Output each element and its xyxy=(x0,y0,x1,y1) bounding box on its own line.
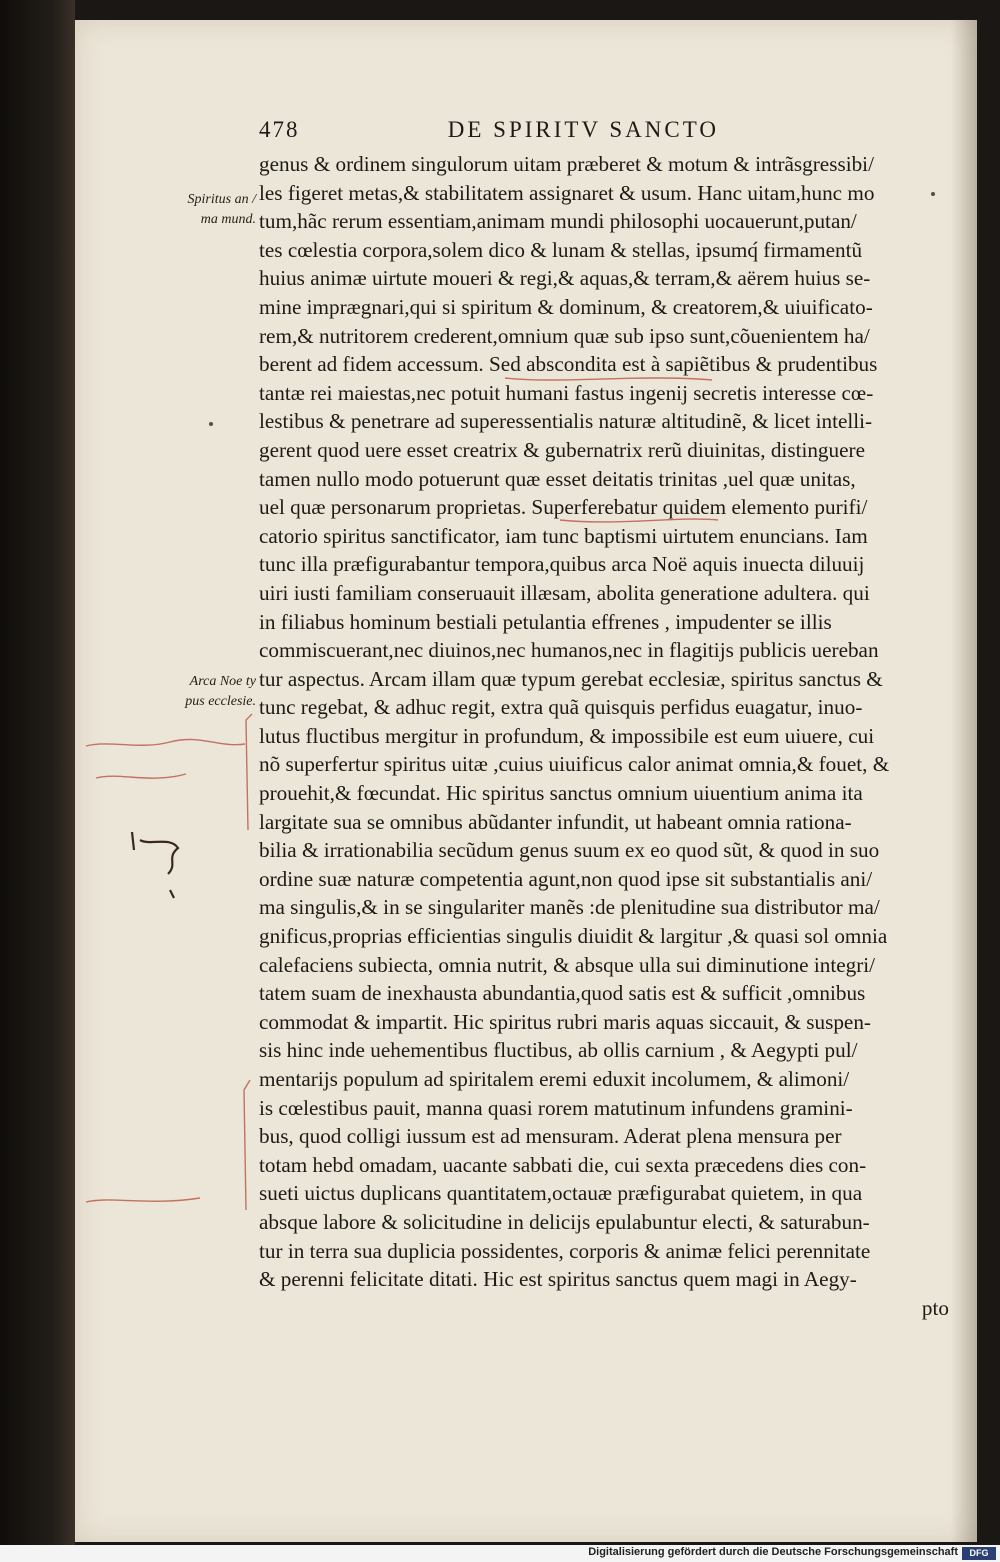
marginal-note-line: Arca Noe ty xyxy=(189,674,256,689)
text-line: tunc regebat, & adhuc regit, extra quã quisquis perfidus euagatur, inuo- xyxy=(259,695,863,720)
text-line: gerent quod uere esset creatrix & gubernatrix rerũ diuinitas, distinguere xyxy=(259,437,865,462)
marginal-note xyxy=(160,190,256,230)
text-line: is cœlestibus pauit, manna quasi rorem matutinum infundens gramini- xyxy=(259,1095,853,1120)
footer-bar xyxy=(0,1545,1000,1562)
marginal-note-line: ma mund. xyxy=(200,212,256,227)
text-line: catorio spiritus sanctificator, iam tunc baptismi uirtutem enuncians. Iam xyxy=(259,523,868,548)
text-line: huius animæ uirtute moueri & regi,& aquas,& terram,& aërem huius se- xyxy=(259,266,871,291)
text-line: calefaciens subiecta, omnia nutrit, & absque ulla sui diminutione integri/ xyxy=(259,952,876,977)
running-head xyxy=(259,117,719,151)
text-line: rem,& nutritorem crederent,omnium quæ sub ipso sunt,cõuenientem ha/ xyxy=(259,323,870,348)
text-line: totam hebd omadam, uacante sabbati die, cui sexta præcedens dies con- xyxy=(259,1152,867,1177)
text-line: les figeret metas,& stabilitatem assignaret & usum. Hanc uitam,hunc mo xyxy=(259,180,875,205)
text-line: ordine suæ naturæ competentia agunt,non quod ipse sit substantialis ani/ xyxy=(259,866,873,891)
text-line: & perenni felicitate ditati. Hic est spiritus sanctus quem magi in Aegy- xyxy=(259,1267,857,1292)
text-line: tum,hãc rerum essentiam,animam mundi philosophi uocauerunt,putan/ xyxy=(259,209,857,234)
dfg-logo: DFG xyxy=(962,1547,996,1560)
text-line: largitate sua se omnibus abũdanter infundit, ut habeant omnia rationa- xyxy=(259,809,852,834)
text-line: lutus fluctibus mergitur in profundum, & impossibile est eum uiuere, cui xyxy=(259,723,875,748)
marginal-note xyxy=(160,672,256,712)
text-line: tes cœlestia corpora,solem dico & lunam & stellas, ipsumq́ firmamentũ xyxy=(259,237,863,262)
text-line: berent ad fidem accessum. Sed abscondita est à sapiẽtibus & prudentibus xyxy=(259,352,878,377)
text-line: tur in terra sua duplicia possidentes, corporis & animæ felici perennitate xyxy=(259,1238,871,1263)
footer-credit: Digitalisierung gefördert durch die Deutsche Forschungsgemeinschaft xyxy=(588,1546,958,1558)
text-line: bilia & irrationabilia secũdum genus suum ex eo quod sũt, & quod in suo xyxy=(259,838,880,863)
text-line: commodat & impartit. Hic spiritus rubri maris aquas siccauit, & suspen- xyxy=(259,1009,871,1034)
text-line: bus, quod colligi iussum est ad mensuram. Aderat plena mensura per xyxy=(259,1124,842,1149)
marginal-note-line: pus ecclesie. xyxy=(185,694,256,709)
text-line: uel quæ personarum proprietas. Superferebatur quidem elemento purifi/ xyxy=(259,495,868,520)
text-line: absque labore & solicitudine in delicijs epulabuntur electi, & saturabun- xyxy=(259,1209,870,1234)
text-line: in filiabus hominum bestiali petulantia effrenes , impudenter se illis xyxy=(259,609,832,634)
book-edge xyxy=(0,0,75,1545)
text-line: lestibus & penetrare ad superessentialis naturæ altitudinẽ, & licet intelli- xyxy=(259,409,873,434)
text-line: tunc illa præfigurabantur tempora,quibus arca Noë aquis inuecta diluuij xyxy=(259,552,865,577)
folio-number: 478 xyxy=(259,117,300,142)
text-line: tur aspectus. Arcam illam quæ typum gerebat ecclesiæ, spiritus sanctus & xyxy=(259,666,883,691)
page-gutter-shadow xyxy=(951,20,977,1542)
running-head-title: DE SPIRITV SANCTO xyxy=(447,117,719,142)
text-line: genus & ordinem singulorum uitam præberet & motum & intrãsgressibi/ xyxy=(259,152,874,176)
text-line: tatem suam de inexhausta abundantia,quod satis est & sufficit ,omnibus xyxy=(259,981,866,1006)
text-line: uiri iusti familiam conseruauit illæsam, abolita generatione adultera. qui xyxy=(259,580,870,605)
catchword: pto xyxy=(921,1295,949,1320)
text-line: gnificus,proprias efficientias singulis diuidit & largitur ,& quasi sol omnia xyxy=(259,924,888,949)
body-text xyxy=(259,150,949,1322)
text-line: prouehit,& fœcundat. Hic spiritus sanctus omnium uiuentium anima ita xyxy=(259,781,863,806)
text-line: sueti uictus duplicans quantitatem,octauæ præfigurabat quietem, in qua xyxy=(259,1181,863,1206)
text-line: nõ superfertur spiritus uitæ ,cuius uiuificus calor animat omnia,& fouet, & xyxy=(259,752,890,777)
text-line: mentarijs populum ad spiritalem eremi eduxit incolumem, & alimoni/ xyxy=(259,1067,850,1091)
ink-speck xyxy=(209,422,213,426)
text-line: sis hinc inde uehementibus fluctibus, ab ollis carnium , & Aegypti pul/ xyxy=(259,1038,858,1063)
marginal-note-line: Spiritus an / xyxy=(187,192,256,207)
text-line: mine imprægnari,qui si spiritum & dominum, & creatorem,& uiuificato- xyxy=(259,294,873,319)
text-line: tantæ rei maiestas,nec potuit humani fastus ingenij secretis interesse cœ- xyxy=(259,380,874,405)
text-line: ma singulis,& in se singulariter manẽs :de plenitudine sua distributor ma/ xyxy=(259,895,880,920)
text-line: tamen nullo modo potuerunt quæ esset deitatis trinitas ,uel quæ unitas, xyxy=(259,466,856,491)
text-line: commiscuerant,nec diuinos,nec humanos,nec in flagitijs publicis uereban xyxy=(259,638,879,663)
